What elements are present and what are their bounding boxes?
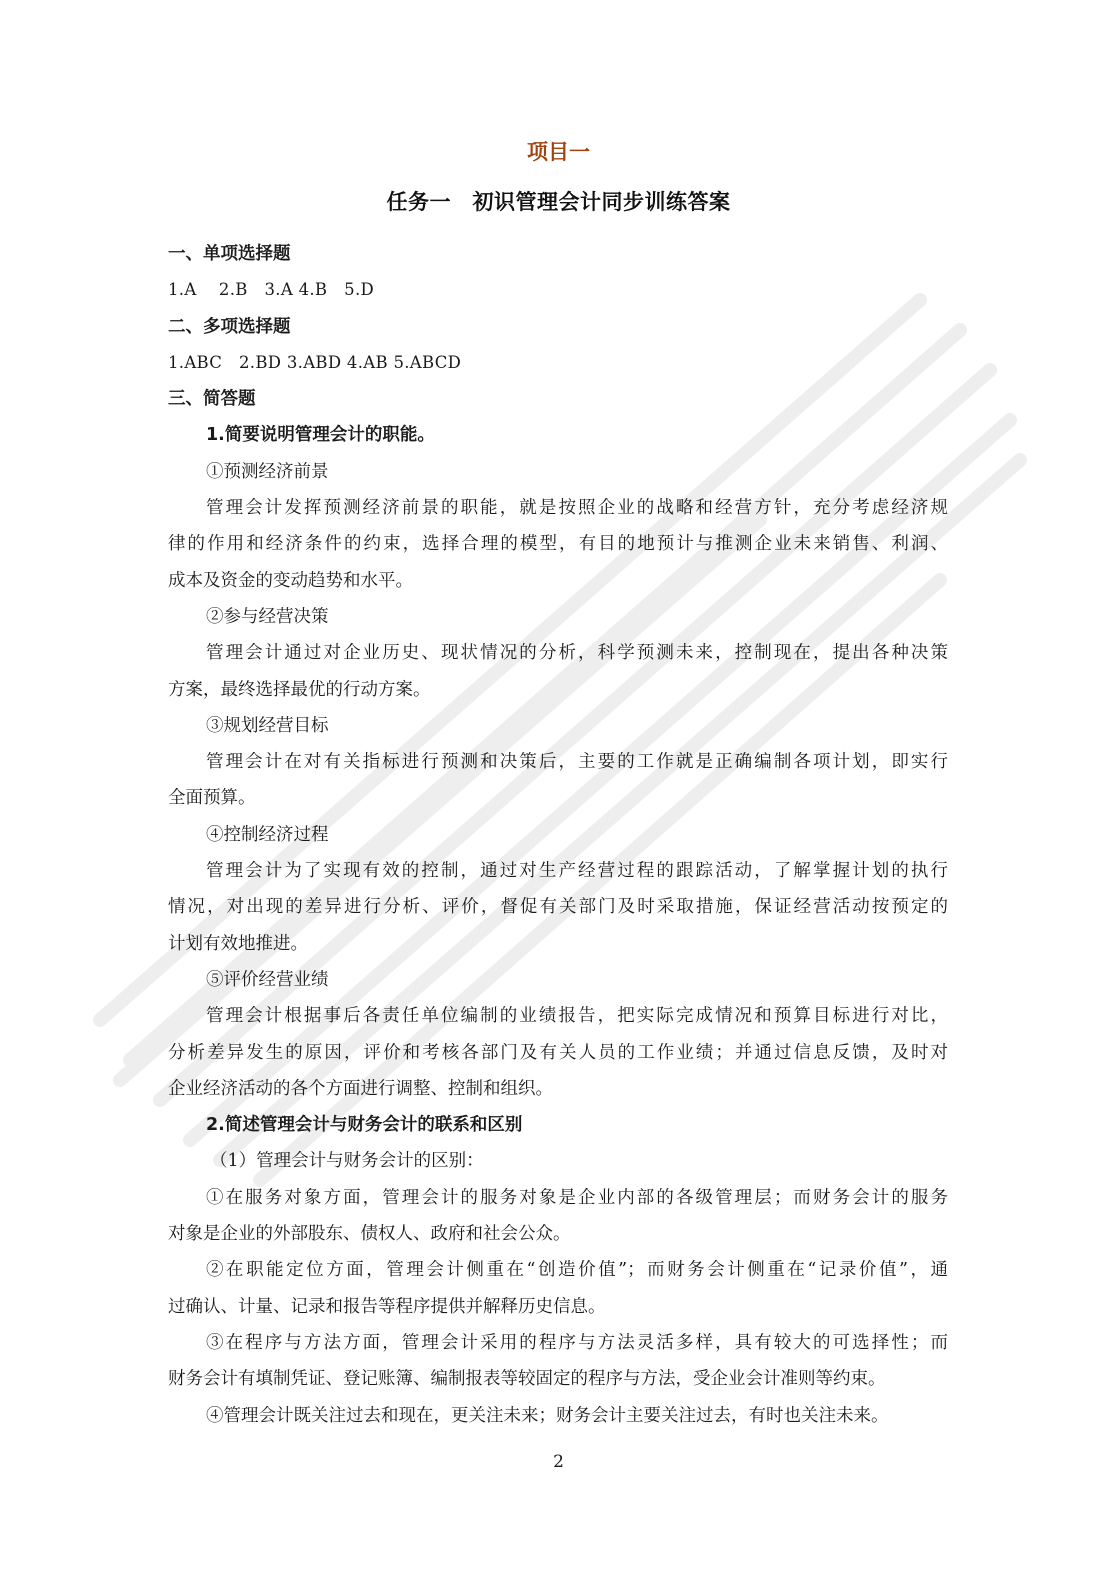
paragraph-line: ①在服务对象方面，管理会计的服务对象是企业内部的各级管理层；而财务会计的服务 — [206, 1187, 948, 1208]
paragraph-line: 管理会计通过对企业历史、现状情况的分析，科学预测未来，控制现在，提出各种决策 — [206, 643, 948, 664]
paragraph-line: 成本及资金的变动趋势和水平。 — [168, 570, 413, 591]
paragraph-line: 分析差异发生的原因，评价和考核各部门及有关人员的工作业绩；并通过信息反馈，及时对 — [168, 1042, 948, 1063]
single-choice-answers: 1.A 2.B 3.A 4.B 5.D — [168, 280, 375, 300]
question-2: 2.简述管理会计与财务会计的联系和区别 — [206, 1115, 523, 1136]
paragraph-line: 对象是企业的外部股东、债权人、政府和社会公众。 — [168, 1224, 571, 1245]
paragraph-line: ②在职能定位方面，管理会计侧重在“创造价值”；而财务会计侧重在“记录价值”，通 — [206, 1260, 948, 1281]
document-body — [168, 236, 948, 1434]
paragraph-line: 管理会计在对有关指标进行预测和决策后，主要的工作就是正确编制各项计划，即实行 — [206, 752, 948, 773]
paragraph-line: 管理会计为了实现有效的控制，通过对生产经营过程的跟踪活动，了解掌握计划的执行 — [206, 861, 948, 882]
question-1: 1.简要说明管理会计的职能。 — [206, 425, 435, 446]
paragraph-line: 方案，最终选择最优的行动方案。 — [168, 679, 431, 700]
paragraph-line: 财务会计有填制凭证、登记账簿、编制报表等较固定的程序与方法，受企业会计准则等约束。 — [168, 1369, 886, 1390]
section-heading-short-answer: 三、简答题 — [168, 389, 256, 410]
paragraph-line: 律的作用和经济条件的约束，选择合理的模型，有目的地预计与推测企业未来销售、利润、 — [168, 534, 948, 555]
paragraph-line: ③在程序与方法方面，管理会计采用的程序与方法灵活多样，具有较大的可选择性；而 — [206, 1332, 948, 1353]
page-number: 2 — [553, 1452, 564, 1472]
paragraph-line: 过确认、计量、记录和报告等程序提供并解释历史信息。 — [168, 1296, 606, 1317]
paragraph-line: 管理会计根据事后各责任单位编制的业绩报告，把实际完成情况和预算目标进行对比， — [206, 1006, 948, 1027]
function-title: ③规划经营目标 — [206, 715, 329, 736]
function-title: ①预测经济前景 — [206, 461, 329, 482]
paragraph-line: 计划有效地推进。 — [168, 933, 308, 954]
function-title: ④控制经济过程 — [206, 824, 329, 845]
paragraph-line: ④管理会计既关注过去和现在，更关注未来；财务会计主要关注过去，有时也关注未来。 — [206, 1405, 889, 1426]
function-title: ②参与经营决策 — [206, 606, 329, 627]
sub-heading: （1）管理会计与财务会计的区别： — [210, 1151, 484, 1172]
task-title: 任务一 初识管理会计同步训练答案 — [386, 190, 731, 214]
section-heading-single-choice: 一、单项选择题 — [168, 244, 291, 264]
paragraph-line: 全面预算。 — [168, 788, 256, 809]
paragraph-line: 企业经济活动的各个方面进行调整、控制和组织。 — [168, 1078, 553, 1099]
paragraph-line: 情况，对出现的差异进行分析、评价，督促有关部门及时采取措施，保证经营活动按预定的 — [168, 897, 948, 918]
project-title: 项目一 — [527, 140, 590, 164]
function-title: ⑤评价经营业绩 — [206, 969, 329, 990]
section-heading-multi-choice: 二、多项选择题 — [168, 316, 291, 337]
multi-choice-answers: 1.ABC 2.BD 3.ABD 4.AB 5.ABCD — [168, 352, 462, 372]
paragraph-line: 管理会计发挥预测经济前景的职能，就是按照企业的战略和经营方针，充分考虑经济规 — [206, 498, 948, 519]
